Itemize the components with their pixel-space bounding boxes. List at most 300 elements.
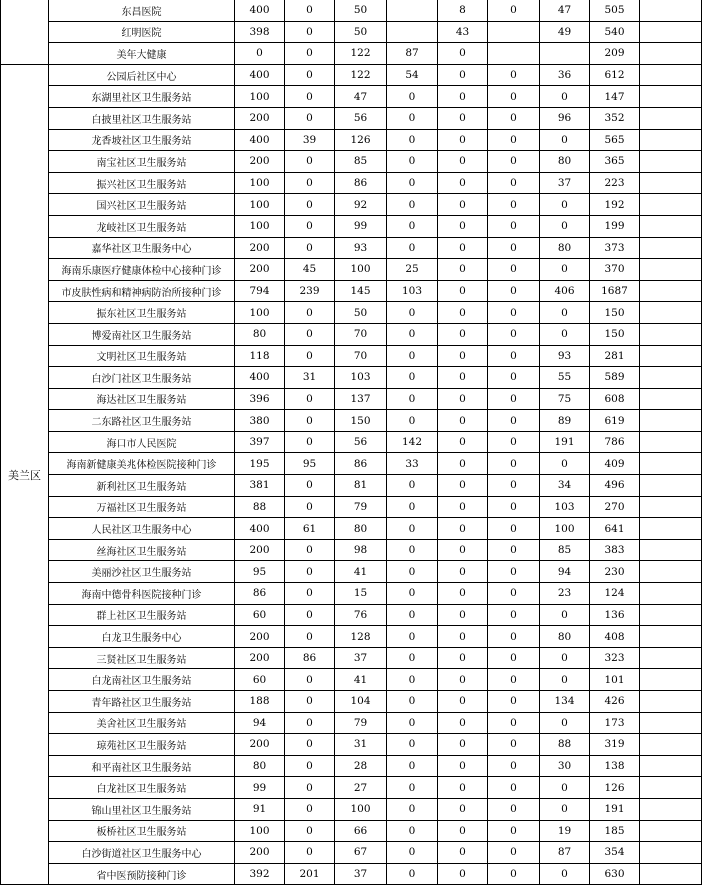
- site-name-cell: 琼苑社区卫生服务站: [49, 734, 235, 756]
- total-cell: 408: [590, 626, 640, 648]
- count-cell: 0: [438, 151, 488, 173]
- count-cell: 0: [488, 345, 540, 367]
- count-cell: 0: [387, 798, 438, 820]
- count-cell: 31: [285, 367, 335, 389]
- count-cell: 88: [540, 734, 590, 756]
- total-cell: 192: [590, 194, 640, 216]
- total-cell: 199: [590, 215, 640, 237]
- count-cell: 0: [438, 64, 488, 86]
- total-cell: 630: [590, 863, 640, 885]
- count-cell: 0: [285, 604, 335, 626]
- count-cell: 0: [488, 151, 540, 173]
- count-cell: 0: [438, 518, 488, 540]
- site-name-cell: 群上社区卫生服务站: [49, 604, 235, 626]
- remark-cell: [640, 345, 702, 367]
- remark-cell: [640, 842, 702, 864]
- count-cell: 0: [488, 172, 540, 194]
- count-cell: 134: [540, 691, 590, 713]
- count-cell: 19: [540, 820, 590, 842]
- count-cell: 0: [488, 237, 540, 259]
- district-cell: [1, 0, 49, 64]
- count-cell: 0: [387, 107, 438, 129]
- count-cell: 0: [285, 21, 335, 43]
- total-cell: 365: [590, 151, 640, 173]
- remark-cell: [640, 604, 702, 626]
- table-row: [1, 583, 702, 605]
- count-cell: 0: [438, 367, 488, 389]
- count-cell: 0: [438, 842, 488, 864]
- count-cell: 75: [540, 388, 590, 410]
- table-row: [1, 518, 702, 540]
- total-cell: 323: [590, 647, 640, 669]
- remark-cell: [640, 280, 702, 302]
- count-cell: 0: [488, 453, 540, 475]
- site-name-cell: 美年大健康: [49, 43, 235, 65]
- count-cell: 0: [438, 129, 488, 151]
- count-cell: 0: [285, 539, 335, 561]
- count-cell: 0: [540, 712, 590, 734]
- site-name-cell: 白沙门社区卫生服务站: [49, 367, 235, 389]
- remark-cell: [640, 626, 702, 648]
- count-cell: 80: [540, 151, 590, 173]
- count-cell: 0: [488, 647, 540, 669]
- count-cell: 31: [335, 734, 387, 756]
- count-cell: 0: [285, 842, 335, 864]
- count-cell: 0: [540, 453, 590, 475]
- site-name-cell: 公园后社区中心: [49, 64, 235, 86]
- count-cell: 0: [438, 215, 488, 237]
- site-name-cell: 锦山里社区卫生服务站: [49, 798, 235, 820]
- count-cell: 0: [285, 107, 335, 129]
- count-cell: 0: [438, 280, 488, 302]
- count-cell: 118: [235, 345, 285, 367]
- count-cell: 0: [488, 259, 540, 281]
- count-cell: 30: [540, 755, 590, 777]
- site-name-cell: 新利社区卫生服务站: [49, 475, 235, 497]
- remark-cell: [640, 539, 702, 561]
- site-name-cell: 白龙社区卫生服务站: [49, 777, 235, 799]
- count-cell: 0: [488, 734, 540, 756]
- site-name-cell: 海南乐康医疗健康体检中心接种门诊: [49, 259, 235, 281]
- count-cell: 0: [488, 820, 540, 842]
- count-cell: 0: [488, 388, 540, 410]
- count-cell: 0: [285, 431, 335, 453]
- total-cell: 354: [590, 842, 640, 864]
- count-cell: 36: [540, 64, 590, 86]
- count-cell: 0: [438, 431, 488, 453]
- count-cell: 150: [335, 410, 387, 432]
- count-cell: 200: [235, 539, 285, 561]
- total-cell: 126: [590, 777, 640, 799]
- count-cell: 80: [235, 755, 285, 777]
- count-cell: 0: [438, 604, 488, 626]
- remark-cell: [640, 453, 702, 475]
- count-cell: 0: [488, 431, 540, 453]
- count-cell: 191: [540, 431, 590, 453]
- count-cell: 79: [335, 496, 387, 518]
- count-cell: 0: [438, 734, 488, 756]
- count-cell: 200: [235, 237, 285, 259]
- count-cell: 100: [235, 820, 285, 842]
- count-cell: 100: [335, 798, 387, 820]
- total-cell: 612: [590, 64, 640, 86]
- count-cell: 37: [335, 863, 387, 885]
- count-cell: 0: [285, 302, 335, 324]
- count-cell: 100: [235, 86, 285, 108]
- count-cell: 0: [387, 172, 438, 194]
- total-cell: 540: [590, 21, 640, 43]
- count-cell: 56: [335, 107, 387, 129]
- remark-cell: [640, 712, 702, 734]
- total-cell: 786: [590, 431, 640, 453]
- total-cell: 608: [590, 388, 640, 410]
- count-cell: 98: [335, 539, 387, 561]
- remark-cell: [640, 755, 702, 777]
- remark-cell: [640, 237, 702, 259]
- count-cell: 0: [488, 712, 540, 734]
- count-cell: 0: [438, 863, 488, 885]
- site-name-cell: 省中医预防接种门诊: [49, 863, 235, 885]
- count-cell: 200: [235, 107, 285, 129]
- total-cell: 496: [590, 475, 640, 497]
- site-name-cell: 美丽沙社区卫生服务站: [49, 561, 235, 583]
- count-cell: 50: [335, 302, 387, 324]
- count-cell: 86: [335, 453, 387, 475]
- site-name-cell: 海口市人民医院: [49, 431, 235, 453]
- count-cell: 200: [235, 151, 285, 173]
- count-cell: 201: [285, 863, 335, 885]
- count-cell: 47: [335, 86, 387, 108]
- count-cell: 0: [285, 345, 335, 367]
- total-cell: 101: [590, 669, 640, 691]
- remark-cell: [640, 194, 702, 216]
- total-cell: 1687: [590, 280, 640, 302]
- count-cell: 0: [438, 172, 488, 194]
- remark-cell: [640, 798, 702, 820]
- remark-cell: [640, 172, 702, 194]
- site-name-cell: 博爱南社区卫生服务站: [49, 323, 235, 345]
- count-cell: 0: [488, 302, 540, 324]
- count-cell: 0: [285, 215, 335, 237]
- count-cell: 100: [235, 215, 285, 237]
- total-cell: 281: [590, 345, 640, 367]
- count-cell: 0: [540, 863, 590, 885]
- count-cell: 195: [235, 453, 285, 475]
- table-row: [1, 712, 702, 734]
- count-cell: 15: [335, 583, 387, 605]
- total-cell: 352: [590, 107, 640, 129]
- count-cell: 0: [488, 129, 540, 151]
- count-cell: 33: [387, 453, 438, 475]
- remark-cell: [640, 863, 702, 885]
- count-cell: 0: [438, 43, 488, 65]
- count-cell: 87: [540, 842, 590, 864]
- count-cell: 0: [438, 194, 488, 216]
- count-cell: 103: [335, 367, 387, 389]
- remark-cell: [640, 107, 702, 129]
- count-cell: 92: [335, 194, 387, 216]
- count-cell: 0: [488, 863, 540, 885]
- total-cell: 223: [590, 172, 640, 194]
- count-cell: 55: [540, 367, 590, 389]
- count-cell: 0: [285, 172, 335, 194]
- table-row: [1, 777, 702, 799]
- total-cell: 370: [590, 259, 640, 281]
- remark-cell: [640, 259, 702, 281]
- table-row: [1, 323, 702, 345]
- count-cell: 0: [387, 755, 438, 777]
- count-cell: 0: [387, 367, 438, 389]
- table-row: [1, 21, 702, 43]
- site-name-cell: 龙岐社区卫生服务站: [49, 215, 235, 237]
- table-body: [1, 0, 702, 885]
- total-cell: 373: [590, 237, 640, 259]
- count-cell: 103: [387, 280, 438, 302]
- remark-cell: [640, 431, 702, 453]
- table-row: [1, 107, 702, 129]
- count-cell: 94: [235, 712, 285, 734]
- count-cell: 0: [488, 86, 540, 108]
- count-cell: 0: [438, 647, 488, 669]
- count-cell: 100: [235, 302, 285, 324]
- count-cell: 99: [235, 777, 285, 799]
- remark-cell: [640, 561, 702, 583]
- count-cell: 85: [335, 151, 387, 173]
- count-cell: 0: [387, 410, 438, 432]
- count-cell: 0: [285, 194, 335, 216]
- count-cell: 0: [438, 107, 488, 129]
- remark-cell: [640, 21, 702, 43]
- count-cell: 0: [387, 129, 438, 151]
- count-cell: 398: [235, 21, 285, 43]
- count-cell: 93: [335, 237, 387, 259]
- count-cell: 0: [387, 626, 438, 648]
- count-cell: [387, 21, 438, 43]
- count-cell: 122: [335, 64, 387, 86]
- site-name-cell: 南宝社区卫生服务站: [49, 151, 235, 173]
- count-cell: 28: [335, 755, 387, 777]
- count-cell: 0: [387, 647, 438, 669]
- total-cell: 138: [590, 755, 640, 777]
- remark-cell: [640, 215, 702, 237]
- count-cell: 0: [387, 863, 438, 885]
- table-row: [1, 64, 702, 86]
- table-row: [1, 453, 702, 475]
- count-cell: 37: [335, 647, 387, 669]
- count-cell: 0: [438, 345, 488, 367]
- count-cell: 0: [285, 626, 335, 648]
- count-cell: 0: [438, 583, 488, 605]
- count-cell: 86: [235, 583, 285, 605]
- count-cell: 54: [387, 64, 438, 86]
- count-cell: 0: [438, 820, 488, 842]
- count-cell: 0: [387, 86, 438, 108]
- count-cell: 41: [335, 561, 387, 583]
- count-cell: 0: [488, 194, 540, 216]
- total-cell: 147: [590, 86, 640, 108]
- count-cell: 128: [335, 626, 387, 648]
- count-cell: 45: [285, 259, 335, 281]
- count-cell: 0: [438, 302, 488, 324]
- site-name-cell: 振东社区卫生服务站: [49, 302, 235, 324]
- count-cell: 0: [387, 604, 438, 626]
- count-cell: 0: [488, 539, 540, 561]
- table-row: [1, 302, 702, 324]
- site-name-cell: 嘉华社区卫生服务中心: [49, 237, 235, 259]
- count-cell: 0: [488, 777, 540, 799]
- table-row: [1, 367, 702, 389]
- count-cell: 0: [387, 345, 438, 367]
- count-cell: 100: [235, 194, 285, 216]
- count-cell: 0: [438, 669, 488, 691]
- count-cell: 25: [387, 259, 438, 281]
- total-cell: 230: [590, 561, 640, 583]
- table-row: [1, 43, 702, 65]
- remark-cell: [640, 475, 702, 497]
- count-cell: 86: [285, 647, 335, 669]
- site-name-cell: 市皮肤性病和精神病防治所接种门诊: [49, 280, 235, 302]
- total-cell: 565: [590, 129, 640, 151]
- site-name-cell: 白披里社区卫生服务站: [49, 107, 235, 129]
- total-cell: 124: [590, 583, 640, 605]
- count-cell: 0: [488, 604, 540, 626]
- count-cell: 0: [488, 798, 540, 820]
- count-cell: [540, 43, 590, 65]
- table-row: [1, 259, 702, 281]
- count-cell: 0: [438, 691, 488, 713]
- count-cell: 0: [438, 539, 488, 561]
- count-cell: 0: [438, 475, 488, 497]
- site-name-cell: 振兴社区卫生服务站: [49, 172, 235, 194]
- count-cell: 0: [488, 561, 540, 583]
- count-cell: [488, 43, 540, 65]
- table-row: [1, 172, 702, 194]
- count-cell: 39: [285, 129, 335, 151]
- count-cell: 794: [235, 280, 285, 302]
- site-name-cell: 海南中德骨科医院接种门诊: [49, 583, 235, 605]
- count-cell: 0: [540, 604, 590, 626]
- site-name-cell: 美舍社区卫生服务站: [49, 712, 235, 734]
- count-cell: 0: [387, 734, 438, 756]
- count-cell: 80: [540, 237, 590, 259]
- remark-cell: [640, 388, 702, 410]
- remark-cell: [640, 777, 702, 799]
- count-cell: 0: [387, 194, 438, 216]
- remark-cell: [640, 820, 702, 842]
- count-cell: 0: [387, 539, 438, 561]
- site-name-cell: 三贤社区卫生服务站: [49, 647, 235, 669]
- count-cell: 41: [335, 669, 387, 691]
- count-cell: 0: [285, 475, 335, 497]
- count-cell: 0: [285, 496, 335, 518]
- count-cell: 95: [285, 453, 335, 475]
- count-cell: 66: [335, 820, 387, 842]
- count-cell: 380: [235, 410, 285, 432]
- count-cell: 200: [235, 626, 285, 648]
- count-cell: 400: [235, 129, 285, 151]
- count-cell: 0: [285, 820, 335, 842]
- count-cell: 0: [488, 280, 540, 302]
- count-cell: 0: [488, 496, 540, 518]
- count-cell: 0: [387, 669, 438, 691]
- remark-cell: [640, 496, 702, 518]
- table-row: [1, 842, 702, 864]
- count-cell: [488, 21, 540, 43]
- district-cell: 美兰区: [1, 64, 49, 885]
- total-cell: 150: [590, 302, 640, 324]
- table-row: [1, 820, 702, 842]
- table-row: [1, 431, 702, 453]
- count-cell: 0: [540, 777, 590, 799]
- count-cell: 8: [438, 0, 488, 21]
- remark-cell: [640, 410, 702, 432]
- count-cell: 91: [235, 798, 285, 820]
- total-cell: 150: [590, 323, 640, 345]
- count-cell: 0: [540, 798, 590, 820]
- count-cell: 406: [540, 280, 590, 302]
- count-cell: 392: [235, 863, 285, 885]
- count-cell: 0: [285, 410, 335, 432]
- count-cell: 99: [335, 215, 387, 237]
- count-cell: 0: [438, 755, 488, 777]
- remark-cell: [640, 0, 702, 21]
- site-name-cell: 国兴社区卫生服务站: [49, 194, 235, 216]
- table-row: [1, 669, 702, 691]
- table-row: [1, 734, 702, 756]
- count-cell: 0: [438, 798, 488, 820]
- count-cell: 0: [438, 561, 488, 583]
- count-cell: 0: [387, 518, 438, 540]
- table-row: [1, 151, 702, 173]
- count-cell: 0: [285, 734, 335, 756]
- remark-cell: [640, 367, 702, 389]
- table-row: [1, 86, 702, 108]
- count-cell: 126: [335, 129, 387, 151]
- count-cell: 0: [488, 107, 540, 129]
- site-name-cell: 青年路社区卫生服务站: [49, 691, 235, 713]
- table-row: [1, 215, 702, 237]
- remark-cell: [640, 583, 702, 605]
- total-cell: 426: [590, 691, 640, 713]
- count-cell: 34: [540, 475, 590, 497]
- table-row: [1, 410, 702, 432]
- site-name-cell: 白龙南社区卫生服务站: [49, 669, 235, 691]
- table-row: [1, 561, 702, 583]
- table-row: [1, 863, 702, 885]
- table-row: [1, 194, 702, 216]
- total-cell: 173: [590, 712, 640, 734]
- count-cell: 0: [387, 820, 438, 842]
- remark-cell: [640, 64, 702, 86]
- total-cell: 589: [590, 367, 640, 389]
- count-cell: 0: [488, 518, 540, 540]
- count-cell: 0: [540, 259, 590, 281]
- count-cell: 96: [540, 107, 590, 129]
- count-cell: 200: [235, 647, 285, 669]
- site-name-cell: 东湖里社区卫生服务站: [49, 86, 235, 108]
- site-name-cell: 海南新健康美兆体检医院接种门诊: [49, 453, 235, 475]
- count-cell: 142: [387, 431, 438, 453]
- count-cell: 0: [540, 323, 590, 345]
- site-name-cell: 海达社区卫生服务站: [49, 388, 235, 410]
- count-cell: 0: [285, 64, 335, 86]
- table-row: [1, 0, 702, 21]
- count-cell: 0: [387, 777, 438, 799]
- total-cell: 383: [590, 539, 640, 561]
- count-cell: 0: [387, 151, 438, 173]
- total-cell: 409: [590, 453, 640, 475]
- count-cell: 0: [387, 842, 438, 864]
